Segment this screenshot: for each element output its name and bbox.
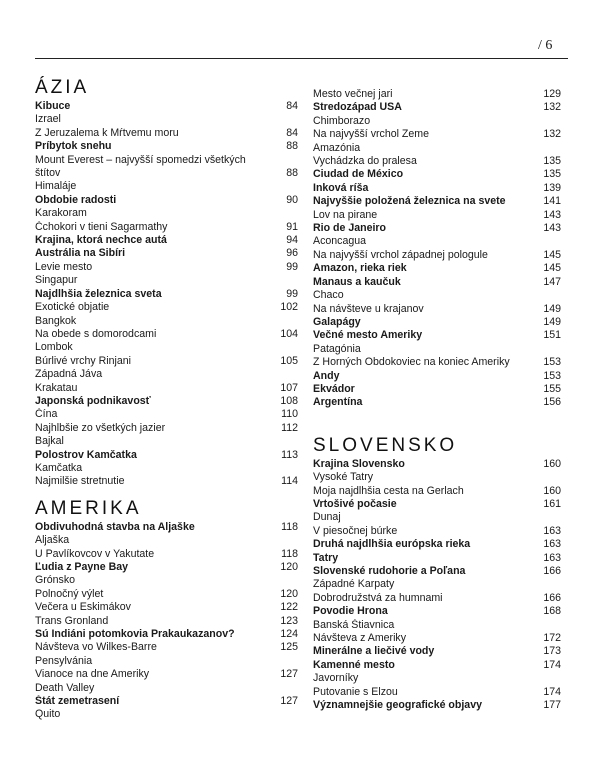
entry-text: Krakatau — [35, 381, 78, 394]
entry-text: Dobrodružstvá za humnami — [313, 591, 443, 604]
entry-page-number: 166 — [543, 591, 561, 604]
entry-text: Obdobie radosti — [35, 193, 117, 206]
section-heading: AMERIKA — [35, 497, 142, 519]
entry-page-number: 124 — [280, 628, 298, 641]
entry-text: Singapur — [35, 274, 78, 287]
toc-entry-title[interactable] — [35, 695, 298, 708]
entry-text: Amazon, rieka riek — [313, 262, 407, 275]
entry-text: Krajina Slovensko — [313, 457, 405, 470]
entry-page-number: 99 — [286, 287, 298, 300]
entry-page-number: 168 — [543, 605, 561, 618]
toc-entry-title[interactable] — [35, 140, 298, 153]
toc-entry-subtitle[interactable] — [35, 113, 298, 126]
entry-text: Najhlbšie zo všetkých jazier — [35, 421, 166, 434]
toc-entry-subtitle[interactable] — [35, 588, 298, 601]
entry-text: Death Valley — [35, 681, 95, 694]
entry-text: Najvyššie položená železnica na svete — [313, 195, 506, 208]
entry-page-number: 94 — [286, 234, 298, 247]
entry-text: Andy — [313, 369, 340, 382]
entry-text: Západná Jáva — [35, 368, 103, 381]
toc-entry-title[interactable] — [313, 329, 561, 342]
entry-text: Čchokori v tieni Sagarmathy — [35, 220, 168, 233]
toc-entry-title[interactable] — [313, 659, 561, 672]
toc-entry-subtitle[interactable] — [35, 462, 298, 475]
toc-entry-subtitle[interactable] — [35, 301, 298, 314]
entry-text: U Pavlíkovcov v Yakutate — [35, 547, 155, 560]
entry-text: Rio de Janeiro — [313, 222, 386, 235]
toc-entry-title[interactable] — [313, 565, 561, 578]
entry-text: Putovanie s Elzou — [313, 685, 398, 698]
toc-entry-subtitle[interactable] — [35, 382, 298, 395]
entry-text: Mesto večnej jari — [313, 88, 393, 100]
entry-page-number: 112 — [281, 421, 298, 434]
toc-entry-subtitle[interactable] — [313, 471, 561, 484]
entry-page-number: 91 — [286, 220, 298, 233]
toc-entry-subtitle[interactable] — [35, 315, 298, 328]
entry-text: Západné Karpaty — [313, 578, 395, 591]
entry-page-number: 127 — [280, 695, 298, 708]
entry-text: Himaláje — [35, 180, 77, 193]
entry-text: Vychádzka do pralesa — [313, 155, 417, 168]
toc-entry-subtitle[interactable] — [313, 672, 561, 685]
entry-text: Na obede s domorodcami — [35, 327, 157, 340]
entry-page-number: 110 — [281, 408, 298, 421]
entry-page-number: 156 — [543, 396, 561, 409]
entry-page-number: 90 — [286, 193, 298, 206]
toc-entry-subtitle[interactable] — [313, 686, 561, 699]
entry-text: Aconcagua — [313, 235, 367, 248]
entry-text: Exotické objatie — [35, 301, 110, 314]
entry-text: Trans Gronland — [35, 614, 109, 627]
entry-text: Dunaj — [313, 511, 341, 524]
toc-entry-subtitle[interactable] — [35, 180, 298, 193]
toc-entry-subtitle[interactable] — [313, 485, 561, 498]
entry-text: Patagónia — [313, 342, 361, 355]
toc-entry-subtitle[interactable] — [35, 368, 298, 381]
entry-page-number: 153 — [543, 356, 561, 369]
entry-text: Búrlivé vrchy Rinjani — [35, 354, 131, 367]
entry-text: Druhá najdlhšia európska rieka — [313, 538, 471, 551]
toc-entry-subtitle[interactable] — [35, 668, 298, 681]
entry-text: Pensylvánia — [35, 654, 93, 667]
entry-text: Karakoram — [35, 207, 87, 220]
entry-text: Bangkok — [35, 314, 77, 327]
toc-entry-subtitle[interactable] — [35, 574, 298, 587]
toc-entry-subtitle[interactable] — [35, 207, 298, 220]
toc-entry-subtitle[interactable] — [313, 88, 561, 101]
entry-text: Povodie Hrona — [313, 605, 388, 618]
toc-entry-title[interactable] — [35, 449, 298, 462]
entry-text: Večné mesto Ameriky — [313, 329, 423, 342]
entry-text: Banská Štiavnica — [313, 618, 395, 631]
toc-entry-subtitle[interactable] — [35, 221, 298, 234]
toc-entry-subtitle[interactable] — [35, 708, 298, 721]
toc-entry-subtitle[interactable] — [313, 115, 561, 128]
toc-left-column — [35, 78, 298, 727]
toc-entry-subtitle[interactable] — [35, 435, 298, 448]
entry-page-number: 173 — [543, 645, 561, 658]
toc-entry-title[interactable] — [35, 395, 298, 408]
entry-page-number: 161 — [543, 497, 561, 510]
toc-entry-subtitle[interactable] — [35, 682, 298, 695]
entry-text: Bajkal — [35, 435, 64, 448]
entry-page-number: 174 — [543, 685, 561, 698]
entry-page-number: 153 — [543, 369, 561, 382]
entry-text: Z Jeruzalema k Mŕtvemu moru — [35, 126, 179, 139]
entry-page-number: 149 — [543, 315, 561, 328]
entry-text: V piesočnej búrke — [313, 524, 398, 537]
toc-entry-title[interactable] — [313, 222, 561, 235]
entry-text: Na najvyšší vrchol západnej pologule — [313, 248, 488, 261]
entry-page-number: 163 — [543, 538, 561, 551]
toc-entry-title[interactable] — [313, 195, 561, 208]
toc-entry-subtitle[interactable] — [313, 511, 561, 524]
section-heading: ÁZIA — [35, 77, 90, 98]
entry-page-number: 118 — [281, 520, 298, 533]
toc-entry-title[interactable] — [313, 182, 561, 195]
entry-text: Ciudad de México — [313, 168, 404, 181]
entry-page-number: 108 — [280, 394, 298, 407]
entry-page-number: 143 — [543, 222, 561, 235]
entry-page-number: 88 — [286, 167, 298, 180]
entry-text: Večera u Eskimákov — [35, 601, 131, 614]
entry-page-number: 160 — [543, 484, 561, 497]
toc-entry-title[interactable] — [35, 288, 298, 301]
toc-entry-title[interactable] — [313, 458, 561, 471]
toc-section — [313, 436, 561, 713]
top-rule — [35, 58, 568, 59]
toc-section — [35, 499, 298, 722]
toc-entry-subtitle[interactable] — [35, 328, 298, 341]
toc-entry-subtitle[interactable] — [313, 356, 561, 369]
entry-text: Mount Everest – najvyšší spomedzi všetkých — [35, 153, 246, 166]
entry-text: Polnočný výlet — [35, 587, 104, 600]
entry-text: Štát zemetrasení — [35, 695, 120, 708]
entry-page-number: 163 — [543, 551, 561, 564]
entry-text: Na najvyšší vrchol Zeme — [313, 128, 429, 141]
entry-text: Argentína — [313, 396, 363, 409]
toc-entry-subtitle[interactable] — [313, 289, 561, 302]
toc-entry-title[interactable] — [35, 234, 298, 247]
entry-page-number: 141 — [543, 195, 561, 208]
entry-page-number: 145 — [543, 262, 561, 275]
toc-entry-subtitle[interactable] — [35, 154, 298, 167]
entry-text: Sú Indiáni potomkovia Prakaukazanov? — [35, 628, 235, 641]
toc-entry-title[interactable] — [313, 645, 561, 658]
entry-text: Významnejšie geografické objavy — [313, 699, 482, 712]
entry-page-number: 104 — [280, 327, 298, 340]
entry-page-number: 155 — [543, 382, 561, 395]
entry-page-number: 99 — [286, 260, 298, 273]
entry-page-number: 122 — [280, 601, 298, 614]
entry-page-number: 177 — [543, 699, 561, 712]
toc-entry-subtitle[interactable] — [313, 592, 561, 605]
toc-entry-subtitle[interactable] — [313, 235, 561, 248]
entry-page-number: 84 — [286, 126, 298, 139]
entry-page-number: 113 — [281, 448, 298, 461]
toc-entry-title[interactable] — [313, 262, 561, 275]
entry-text: Ekvádor — [313, 382, 355, 395]
toc-entry-title[interactable] — [313, 552, 561, 565]
toc-entry-subtitle[interactable] — [35, 127, 298, 140]
toc-entry-subtitle[interactable] — [35, 534, 298, 547]
toc-entry-subtitle[interactable] — [313, 632, 561, 645]
entry-text: Amazónia — [313, 141, 361, 154]
entry-text: Grónsko — [35, 574, 76, 587]
entry-text: Kamčatka — [35, 461, 83, 474]
entry-text: Japonská podnikavosť — [35, 394, 151, 407]
entry-page-number: 151 — [543, 329, 561, 342]
section-heading: SLOVENSKO — [313, 434, 458, 456]
entry-text: Aljaška — [35, 534, 70, 547]
entry-text: štítov — [35, 167, 61, 180]
entry-text: Najmilšie stretnutie — [35, 475, 125, 488]
entry-text: Na návšteve u krajanov — [313, 302, 424, 315]
toc-entry-subtitle[interactable] — [35, 167, 298, 180]
toc-entry-subtitle[interactable] — [313, 303, 561, 316]
toc-entry-title[interactable] — [313, 101, 561, 114]
toc-section — [35, 78, 298, 489]
entry-text: Vianoce na dne Ameriky — [35, 668, 150, 681]
entry-text: Návšteva z Ameriky — [313, 632, 407, 645]
entry-text: Najdlhšia železnica sveta — [35, 287, 162, 300]
entry-text: Kamenné mesto — [313, 658, 395, 671]
entry-text: Príbytok snehu — [35, 140, 112, 153]
entry-text: Čína — [35, 408, 58, 421]
entry-page-number: 174 — [543, 658, 561, 671]
entry-page-number: 135 — [543, 155, 561, 168]
entry-page-number: 139 — [543, 181, 561, 194]
toc-entry-title[interactable] — [313, 498, 561, 511]
entry-text: Manaus a kaučuk — [313, 275, 401, 288]
entry-text: Galapágy — [313, 315, 361, 328]
toc-entry-title[interactable] — [35, 100, 298, 113]
toc-entry-title[interactable] — [313, 605, 561, 618]
toc-entry-title[interactable] — [35, 628, 298, 641]
entry-text: Austrália na Sibíri — [35, 247, 126, 260]
toc-entry-title[interactable] — [35, 247, 298, 260]
entry-page-number: 143 — [543, 208, 561, 221]
toc-entry-subtitle[interactable] — [313, 209, 561, 222]
toc-entry-title[interactable] — [313, 316, 561, 329]
entry-text: Obdivuhodná stavba na Aljaške — [35, 520, 195, 533]
toc-entry-title[interactable] — [313, 168, 561, 181]
toc-entry-subtitle[interactable] — [313, 249, 561, 262]
toc-entry-subtitle[interactable] — [35, 475, 298, 488]
toc-entry-subtitle[interactable] — [35, 408, 298, 421]
entry-text: Tatry — [313, 551, 339, 564]
entry-text: Vysoké Tatry — [313, 471, 374, 484]
entry-text: Slovenské rudohorie a Poľana — [313, 565, 466, 577]
toc-entry-subtitle[interactable] — [35, 655, 298, 668]
entry-text: Minerálne a liečivé vody — [313, 645, 435, 658]
entry-page-number: 160 — [543, 457, 561, 470]
toc-entry-subtitle[interactable] — [35, 422, 298, 435]
toc-entry-title[interactable] — [313, 538, 561, 551]
entry-page-number: 120 — [280, 587, 298, 600]
entry-text: Lov na pirane — [313, 208, 378, 221]
entry-text: Z Horných Obdokoviec na koniec Ameriky — [313, 356, 510, 369]
entry-page-number: 125 — [280, 641, 298, 654]
toc-entry-subtitle[interactable] — [313, 343, 561, 356]
entry-page-number: 166 — [543, 565, 561, 577]
toc-entry-subtitle[interactable] — [313, 142, 561, 155]
toc-entry-title[interactable] — [313, 383, 561, 396]
entry-text: Vrtošivé počasie — [313, 497, 397, 510]
entry-page-number: 127 — [280, 668, 298, 681]
entry-page-number: 88 — [286, 140, 298, 153]
toc-entry-subtitle[interactable] — [35, 355, 298, 368]
entry-page-number: 135 — [543, 168, 561, 181]
entry-page-number: 120 — [280, 561, 298, 573]
entry-page-number: 105 — [280, 354, 298, 367]
toc-entry-subtitle[interactable] — [35, 548, 298, 561]
toc-entry-title[interactable] — [35, 521, 298, 534]
entry-page-number: 149 — [543, 302, 561, 315]
entry-text: Javorníky — [313, 672, 359, 685]
entry-page-number: 129 — [543, 88, 561, 100]
entry-text: Quito — [35, 708, 61, 721]
toc-entry-subtitle[interactable] — [35, 261, 298, 274]
entry-page-number: 145 — [543, 248, 561, 261]
entry-page-number: 118 — [281, 547, 298, 560]
toc-entry-title[interactable] — [313, 276, 561, 289]
entry-text: Levie mesto — [35, 260, 93, 273]
entry-page-number: 114 — [281, 475, 298, 488]
entry-page-number: 132 — [543, 128, 561, 141]
entry-page-number: 102 — [280, 301, 298, 314]
entry-text: Izrael — [35, 113, 61, 126]
toc-entry-subtitle[interactable] — [35, 341, 298, 354]
toc-entry-subtitle[interactable] — [313, 128, 561, 141]
toc-entry-subtitle[interactable] — [35, 641, 298, 654]
toc-entry-title[interactable] — [313, 370, 561, 383]
entry-page-number: 163 — [543, 524, 561, 537]
page-number: / 6 — [538, 38, 553, 53]
entry-page-number: 107 — [280, 381, 298, 394]
toc-entry-subtitle[interactable] — [313, 525, 561, 538]
entry-text: Ľudia z Payne Bay — [35, 561, 129, 573]
toc-entry-title[interactable] — [35, 561, 298, 574]
entry-page-number: 132 — [543, 101, 561, 114]
toc-entry-title[interactable] — [313, 396, 561, 409]
entry-text: Lombok — [35, 341, 73, 354]
toc-entry-subtitle[interactable] — [313, 578, 561, 591]
toc-entry-title[interactable] — [35, 194, 298, 207]
toc-entry-subtitle[interactable] — [35, 601, 298, 614]
entry-text: Polostrov Kamčatka — [35, 448, 137, 461]
entry-text: Stredozápad USA — [313, 101, 402, 114]
entry-text: Moja najdlhšia cesta na Gerlach — [313, 484, 464, 497]
toc-right-column — [313, 88, 561, 717]
toc-entry-subtitle[interactable] — [313, 619, 561, 632]
toc-section — [313, 88, 561, 410]
entry-page-number: 123 — [280, 614, 298, 627]
toc-entry-subtitle[interactable] — [35, 615, 298, 628]
entry-page-number: 172 — [543, 632, 561, 645]
entry-text: Krajina, ktorá nechce autá — [35, 234, 167, 247]
toc-entry-subtitle[interactable] — [313, 155, 561, 168]
entry-text: Chimborazo — [313, 114, 371, 127]
entry-page-number: 147 — [543, 275, 561, 288]
toc-entry-subtitle[interactable] — [35, 274, 298, 287]
entry-text: Inková ríša — [313, 181, 369, 194]
entry-page-number: 96 — [286, 247, 298, 260]
entry-page-number: 84 — [286, 100, 298, 112]
entry-text: Chaco — [313, 289, 344, 302]
entry-text: Návšteva vo Wilkes-Barre — [35, 641, 157, 654]
toc-entry-title[interactable] — [313, 699, 561, 712]
entry-text: Kibuce — [35, 100, 71, 112]
